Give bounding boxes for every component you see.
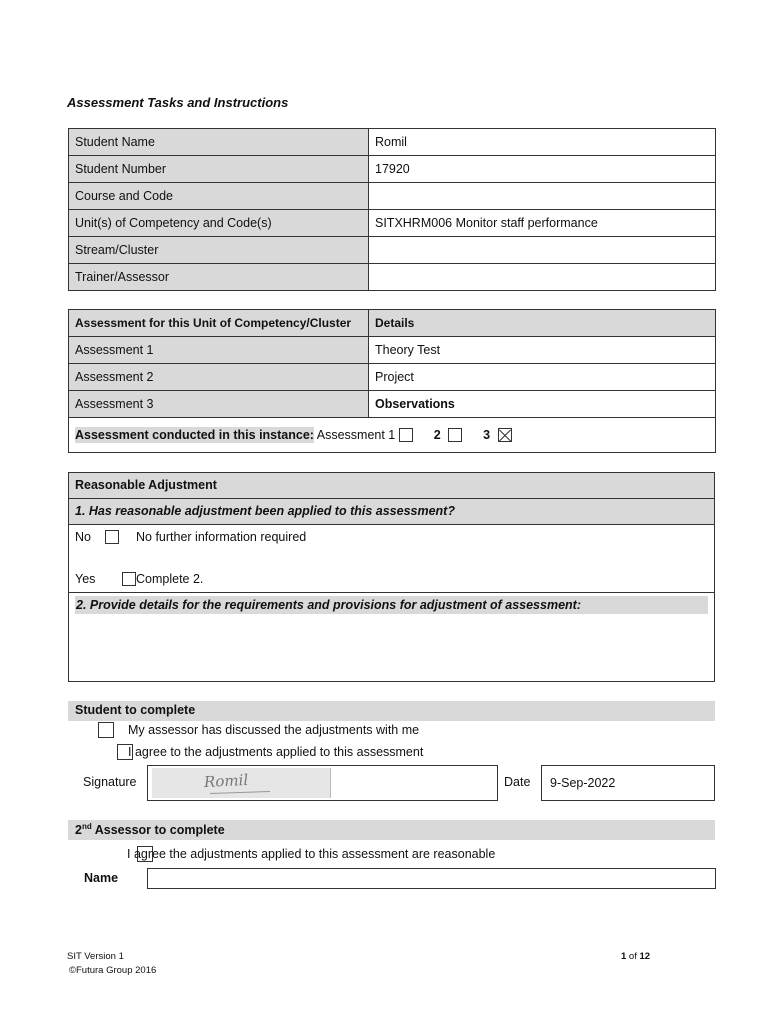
table-row	[69, 129, 716, 156]
footer-copyright: ©Futura Group 2016	[69, 965, 157, 976]
conducted-row	[69, 418, 716, 453]
student-field-label: Unit(s) of Competency and Code(s)	[69, 210, 369, 237]
table-row	[69, 156, 716, 183]
student-field-value[interactable]	[369, 183, 716, 210]
page-title: Assessment Tasks and Instructions	[67, 95, 289, 110]
agree-text: I agree to the adjustments applied to this assessment	[128, 745, 424, 759]
assessment-header-left: Assessment for this Unit of Competency/Cluster	[69, 310, 369, 337]
student-field-value[interactable]	[369, 237, 716, 264]
assessment-2-label: Assessment 2	[69, 364, 369, 391]
conducted-label: Assessment conducted in this instance:	[75, 427, 314, 442]
assessment-1-label: Assessment 1	[69, 337, 369, 364]
assessor-name-field[interactable]	[147, 868, 716, 889]
signature-image	[152, 768, 331, 798]
student-field-label: Trainer/Assessor	[69, 264, 369, 291]
question-1: 1. Has reasonable adjustment been applied to this assessment?	[69, 499, 714, 525]
student-field-value[interactable]: 17920	[369, 156, 716, 183]
table-row	[69, 364, 716, 391]
yes-checkbox[interactable]	[122, 572, 136, 586]
signature-field[interactable]	[147, 765, 498, 801]
yes-label: Yes	[75, 572, 96, 586]
signature-label: Signature	[83, 775, 137, 789]
assessment-1-checkbox[interactable]	[399, 428, 413, 442]
no-text: No further information required	[136, 530, 307, 544]
assessment-table	[68, 309, 716, 453]
assessment-3-label: Assessment 3	[69, 391, 369, 418]
date-field[interactable]: 9-Sep-2022	[541, 765, 715, 801]
table-row	[69, 210, 716, 237]
discussed-text: My assessor has discussed the adjustments with me	[128, 723, 420, 737]
name-label: Name	[84, 871, 119, 885]
student-field-value[interactable]	[369, 264, 716, 291]
table-row	[69, 391, 716, 418]
assessment-2-checkbox[interactable]	[448, 428, 462, 442]
table-row	[69, 183, 716, 210]
student-field-label: Stream/Cluster	[69, 237, 369, 264]
assessment-table-header	[69, 310, 716, 337]
yes-text: Complete 2.	[136, 572, 204, 586]
no-checkbox[interactable]	[105, 530, 119, 544]
reasonable-adjustment-heading: Reasonable Adjustment	[69, 473, 714, 499]
assessment-header-right: Details	[369, 310, 716, 337]
table-row	[69, 264, 716, 291]
page-number: 1 of 12	[621, 951, 651, 962]
assessor-agree-text: I agree the adjustments applied to this assessment are reasonable	[127, 847, 496, 861]
table-row	[69, 337, 716, 364]
question-2: 2. Provide details for the requirements and provisions for adjustment of assessment:	[75, 596, 708, 614]
conducted-prefix: Assessment 1	[316, 427, 396, 442]
student-info-table	[68, 128, 716, 291]
reasonable-adjustment-box	[68, 472, 715, 682]
date-label: Date	[504, 775, 531, 789]
option-2-label: 2	[433, 427, 441, 442]
student-section-heading: Student to complete	[68, 701, 715, 721]
discussed-checkbox[interactable]	[98, 722, 114, 738]
assessment-2-value: Project	[369, 364, 716, 391]
table-row	[69, 237, 716, 264]
student-field-label: Course and Code	[69, 183, 369, 210]
signature-script: Romil	[203, 770, 249, 792]
assessment-3-checkbox[interactable]	[498, 428, 512, 442]
assessment-3-value: Observations	[369, 391, 716, 418]
footer-version: SIT Version 1	[67, 951, 124, 962]
student-field-label: Student Number	[69, 156, 369, 183]
no-label: No	[75, 530, 91, 544]
student-field-label: Student Name	[69, 129, 369, 156]
assessment-1-value: Theory Test	[369, 337, 716, 364]
assessor-section-heading: 2nd Assessor to complete	[68, 820, 715, 840]
student-field-value[interactable]: Romil	[369, 129, 716, 156]
option-3-label: 3	[483, 427, 491, 442]
adjustment-details-field[interactable]	[75, 618, 708, 676]
student-field-value[interactable]: SITXHRM006 Monitor staff performance	[369, 210, 716, 237]
